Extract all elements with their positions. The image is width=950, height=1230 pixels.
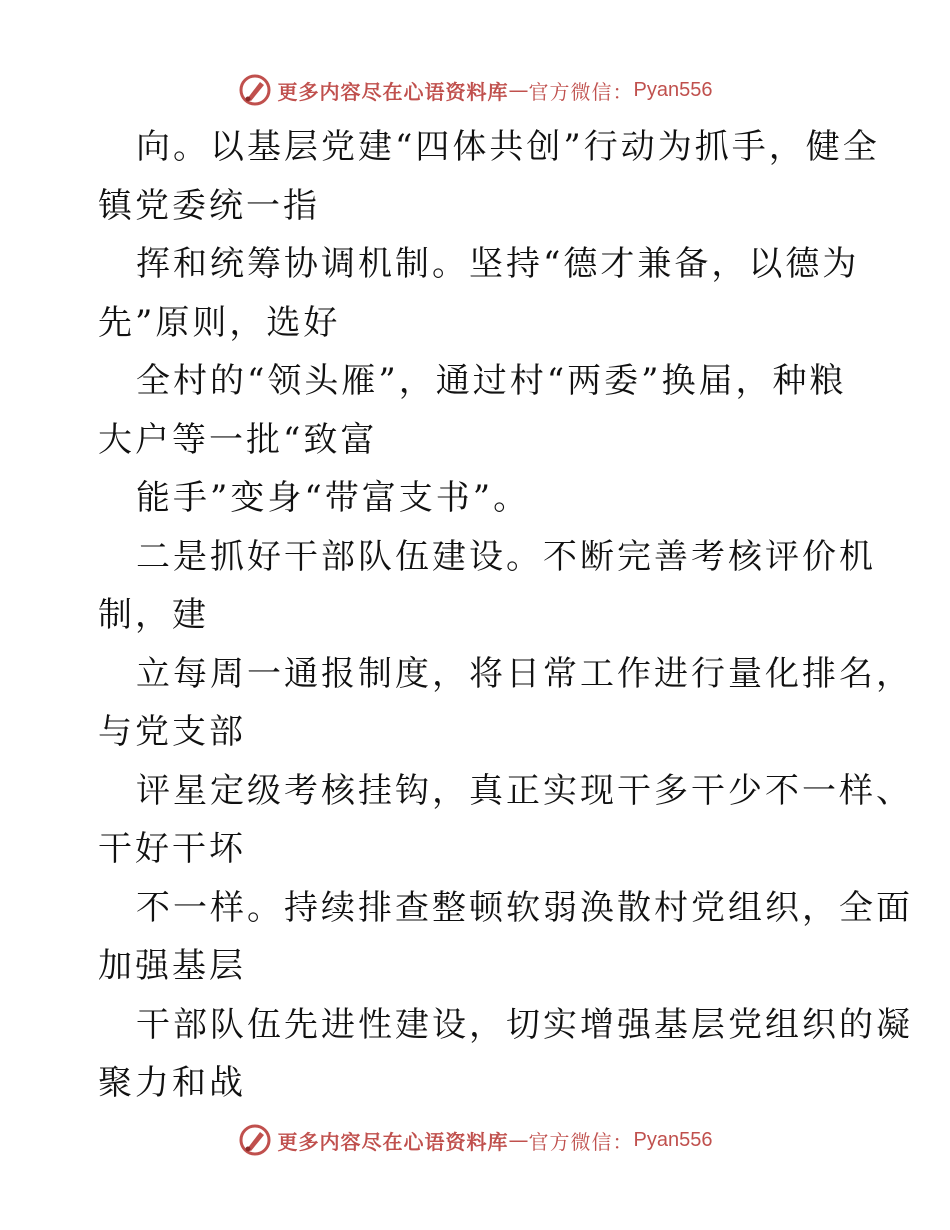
banner-main-text: 更多内容尽在心语资料库 (277, 1129, 509, 1154)
body-line: 制，建 (98, 595, 209, 635)
brush-pen-logo-icon (238, 1123, 272, 1157)
banner-wechat-id: Pyan556 (633, 78, 713, 101)
body-line: 镇党委统一指 (98, 185, 320, 226)
body-line: 二是抓好干部队伍建设。不断完善考核评价机 (136, 536, 876, 577)
header-banner (0, 70, 950, 110)
body-line: 大户等一批“致富 (98, 419, 378, 460)
body-line: 不一样。持续排查整顿软弱涣散村党组织，全面 (136, 887, 913, 928)
document-body (98, 118, 913, 1113)
body-line: 向。以基层党建“四体共创”行动为抓手，健全 (136, 127, 880, 167)
banner-main-text: 更多内容尽在心语资料库 (277, 79, 509, 104)
body-line: 挥和统筹协调机制。坚持“德才兼备，以德为 (136, 244, 860, 284)
body-line: 先”原则，选好 (98, 302, 341, 343)
banner-wechat-id: Pyan556 (633, 1128, 713, 1151)
body-line: 全村的“领头雁”，通过村“两委”换届，种粮 (136, 361, 847, 401)
body-line: 干好干坏 (98, 829, 246, 869)
footer-banner (0, 1120, 950, 1160)
body-line: 评星定级考核挂钩，真正实现干多干少不一样、 (136, 770, 913, 811)
body-line: 能手”变身“带富支书”。 (136, 478, 531, 518)
banner-separator: — (508, 1128, 529, 1152)
body-line: 聚力和战 (98, 1063, 246, 1103)
body-line: 立每周一通报制度，将日常工作进行量化排名， (136, 653, 913, 694)
brush-pen-logo-icon (238, 73, 272, 107)
body-line: 与党支部 (98, 712, 246, 752)
banner-wechat-label: 官方微信： (528, 1129, 634, 1154)
body-line: 加强基层 (98, 946, 246, 986)
banner-wechat-label: 官方微信： (528, 79, 634, 104)
banner-separator: — (508, 78, 529, 102)
body-line: 干部队伍先进性建设，切实增强基层党组织的凝 (136, 1004, 913, 1045)
